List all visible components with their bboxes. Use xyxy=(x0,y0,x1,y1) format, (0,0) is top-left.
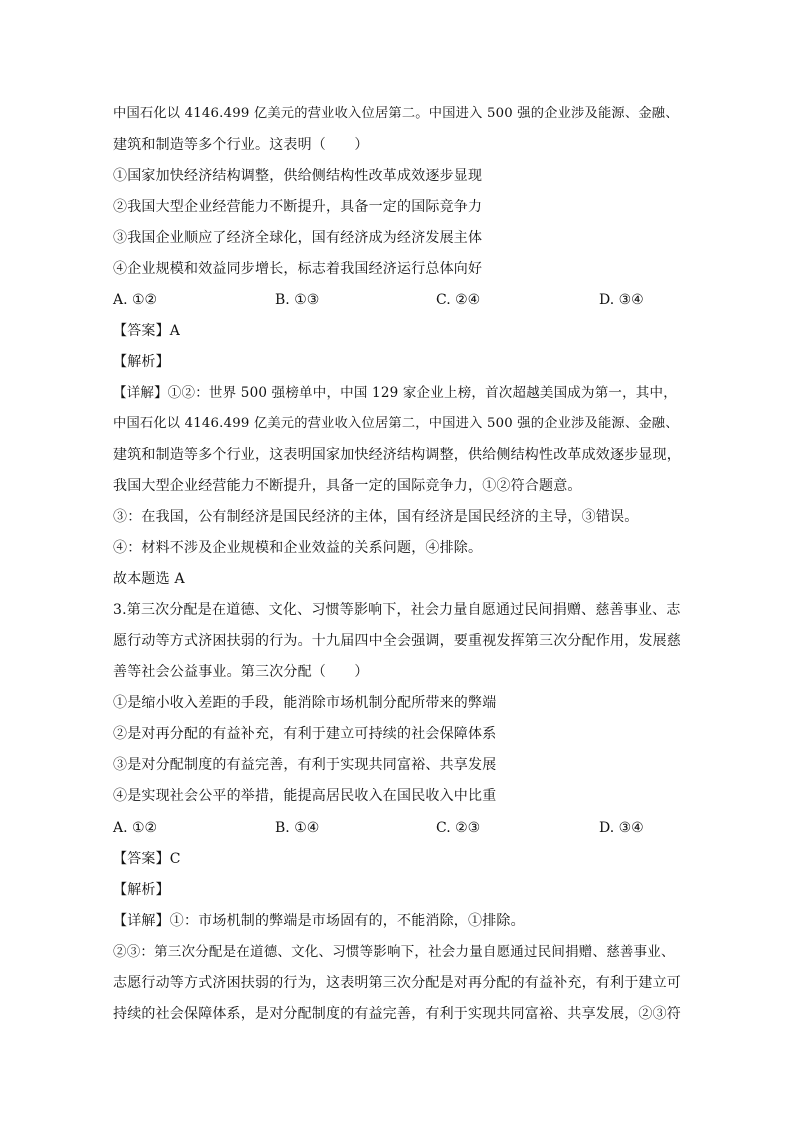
q2-statement-4: ④企业规模和效益同步增长，标志着我国经济运行总体向好 xyxy=(113,261,483,277)
q3-option-a: A. ①② xyxy=(113,820,158,836)
q3-stem-line-1: 3.第三次分配是在道德、文化、习惯等影响下，社会力量自愿通过民间捐赠、慈善事业、志 xyxy=(113,602,681,618)
q3-analysis-line-4: 持续的社会保障体系，是对分配制度的有益完善，有利于实现共同富裕、共享发展，②③符 xyxy=(113,1006,681,1022)
q3-option-c: C. ②③ xyxy=(436,820,481,836)
q3-statement-3: ③是对分配制度的有益完善，有利于实现共同富裕、共享发展 xyxy=(113,757,497,773)
q3-statement-1: ①是缩小收入差距的手段，能消除市场机制分配所带来的弊端 xyxy=(113,695,497,711)
q2-analysis-line-6: ④：材料不涉及企业规模和企业效益的关系问题，④排除。 xyxy=(113,540,483,556)
q2-analysis-line-4: 我国大型企业经营能力不断提升，具备一定的国际竞争力，①②符合题意。 xyxy=(113,478,582,494)
q2-answer: 【答案】A xyxy=(113,323,181,339)
q2-option-b: B. ①③ xyxy=(275,292,320,308)
q3-option-d: D. ③④ xyxy=(599,820,644,836)
q2-analysis-heading: 【解析】 xyxy=(113,354,170,370)
q2-options xyxy=(113,290,673,310)
q2-option-a: A. ①② xyxy=(113,292,158,308)
q3-statement-2: ②是对再分配的有益补充，有利于建立可持续的社会保障体系 xyxy=(113,726,497,742)
q3-analysis-line-2: ②③：第三次分配是在道德、文化、习惯等影响下，社会力量自愿通过民间捐赠、慈善事业、 xyxy=(113,944,675,960)
q3-options xyxy=(113,818,673,838)
q3-statement-4: ④是实现社会公平的举措，能提高居民收入在国民收入中比重 xyxy=(113,788,497,804)
q2-analysis-line-5: ③：在我国，公有制经济是国民经济的主体，国有经济是国民经济的主导，③错误。 xyxy=(113,509,639,525)
q2-analysis-line-2: 中国石化以 4146.499 亿美元的营业收入位居第二，中国进入 500 强的企业涉及能源、金融、 xyxy=(113,416,679,431)
q2-statement-3: ③我国企业顺应了经济全球化，国有经济成为经济发展主体 xyxy=(113,230,483,246)
q2-analysis-line-3: 建筑和制造等多个行业，这表明国家加快经济结构调整，供给侧结构性改革成效逐步显现， xyxy=(113,447,681,463)
q2-option-d: D. ③④ xyxy=(599,292,644,308)
q2-analysis-line-1: 【详解】①②：世界 500 强榜单中，中国 129 家企业上榜，首次超越美国成为第一，其中， xyxy=(113,385,677,401)
q3-analysis-line-1: 【详解】①：市场机制的弊端是市场固有的，不能消除，①排除。 xyxy=(113,913,525,929)
q3-stem-line-2: 愿行动等方式济困扶弱的行为。十九届四中全会强调，要重视发挥第三次分配作用，发展慈 xyxy=(113,633,681,649)
q2-statement-1: ①国家加快经济结构调整，供给侧结构性改革成效逐步显现 xyxy=(113,168,483,184)
q3-stem-line-3: 善等社会公益事业。第三次分配（ ） xyxy=(113,664,369,680)
q2-option-c: C. ②④ xyxy=(436,292,481,308)
q2-stem-line-2: 建筑和制造等多个行业。这表明（ ） xyxy=(113,137,369,153)
q2-conclusion: 故本题选 A xyxy=(113,571,185,587)
q3-analysis-heading: 【解析】 xyxy=(113,882,170,898)
q3-option-b: B. ①④ xyxy=(275,820,320,836)
q3-answer: 【答案】C xyxy=(113,851,181,867)
q3-analysis-line-3: 志愿行动等方式济困扶弱的行为，这表明第三次分配是对再分配的有益补充，有利于建立可 xyxy=(113,975,681,991)
q2-statement-2: ②我国大型企业经营能力不断提升，具备一定的国际竞争力 xyxy=(113,199,483,215)
q2-stem-line-1: 中国石化以 4146.499 亿美元的营业收入位居第二。中国进入 500 强的企业涉及能源、金融、 xyxy=(113,106,679,121)
